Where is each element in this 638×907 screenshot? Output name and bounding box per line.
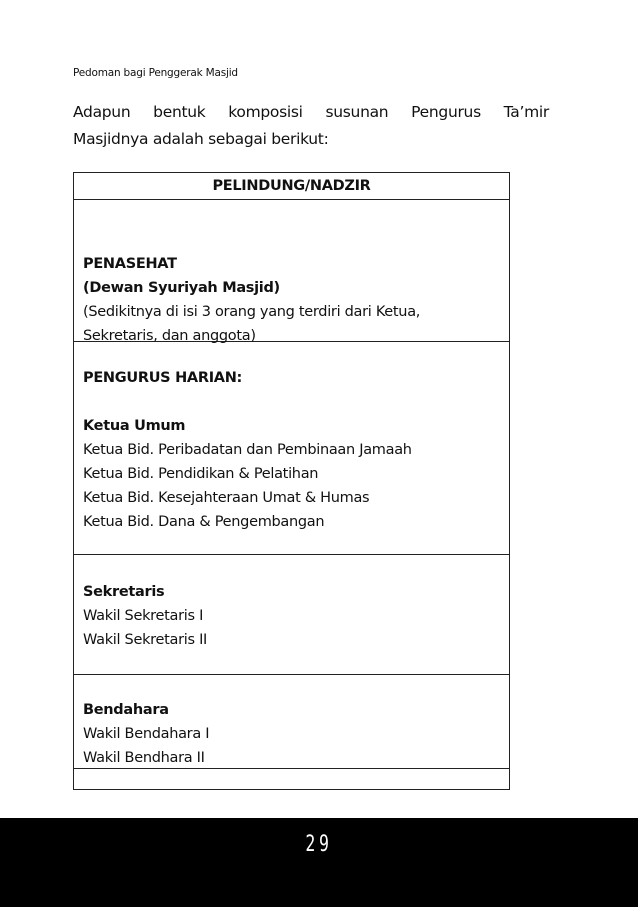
intro-word: susunan: [325, 103, 389, 121]
pengurus-harian-title: PENGURUS HARIAN:: [83, 370, 243, 386]
penasehat-note-1: (Sedikitnya di isi 3 orang yang terdiri dari Ketua,: [83, 304, 421, 320]
list-item: Wakil Bendhara II: [83, 750, 205, 766]
penasehat-subtitle: [83, 276, 501, 300]
intro-word: Adapun: [73, 103, 131, 121]
list-item: Ketua Bid. Kesejahteraan Umat & Humas: [83, 490, 370, 506]
intro-word: Ta’mir: [503, 103, 549, 121]
table-header-pelindung: PELINDUNG/NADZIR: [74, 173, 509, 200]
page-number: 29: [305, 832, 333, 857]
intro-word: komposisi: [228, 103, 303, 121]
penasehat-subtitle-text: (Dewan Syuriyah Masjid): [83, 280, 280, 296]
organization-table: [73, 172, 510, 790]
penasehat-title-text: PENASEHAT: [83, 256, 177, 272]
list-item: Wakil Bendahara I: [83, 726, 210, 742]
penasehat-note-2: Sekretaris, dan anggota): [83, 328, 256, 344]
list-item: Wakil Sekretaris I: [83, 608, 204, 624]
list-item: Ketua Bid. Dana & Pengembangan: [83, 514, 325, 530]
bendahara-title: Bendahara: [83, 702, 169, 718]
intro-word: bentuk: [153, 103, 206, 121]
intro-word: Pengurus: [411, 103, 481, 121]
intro-line-1: [73, 99, 549, 126]
table-row-pengurus-harian: [74, 342, 509, 555]
list-item: Wakil Sekretaris II: [83, 632, 208, 648]
table-row-penasehat: [74, 200, 509, 342]
footer-bar: [0, 818, 638, 907]
list-item: Ketua Bid. Peribadatan dan Pembinaan Jamaah: [83, 442, 412, 458]
table-row-bendahara: [74, 675, 509, 769]
ketua-umum-label: Ketua Umum: [83, 418, 186, 434]
intro-paragraph: [73, 99, 549, 153]
penasehat-title: [83, 252, 501, 276]
table-row-empty: [74, 769, 509, 789]
intro-line-2: Masjidnya adalah sebagai berikut:: [73, 130, 329, 148]
table-row-sekretaris: [74, 555, 509, 675]
list-item: Ketua Bid. Pendidikan & Pelatihan: [83, 466, 319, 482]
sekretaris-title: Sekretaris: [83, 584, 165, 600]
running-header: Pedoman bagi Penggerak Masjid: [73, 67, 238, 79]
